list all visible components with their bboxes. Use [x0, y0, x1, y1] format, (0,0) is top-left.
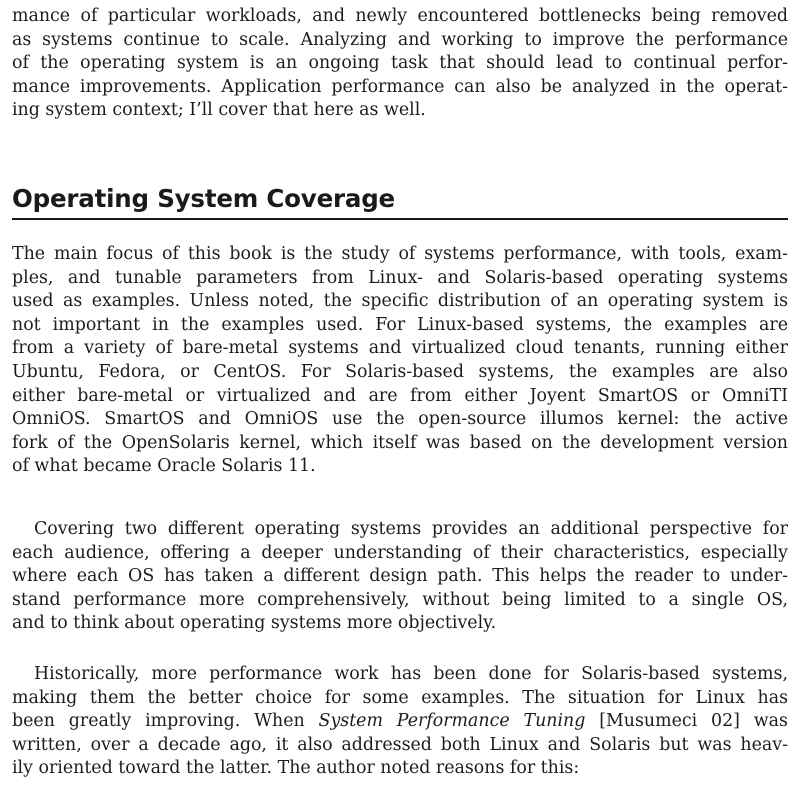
- text-line: The main focus of this book is the study of systems performance, with tools, exam-: [12, 244, 788, 264]
- text-line: either bare-metal or virtualized and are from either Joyent SmartOS or OmniTI: [12, 385, 788, 406]
- text-line: from a variety of bare-metal systems and virtualized cloud tenants, running either: [12, 338, 788, 359]
- text-line: Historically, more performance work has been done for Solaris-based systems,: [34, 664, 788, 684]
- text-fragment: [Musumeci 02] was: [585, 711, 788, 732]
- text-line: Ubuntu, Fedora, or CentOS. For Solaris-based systems, the examples are also: [12, 361, 788, 382]
- text-line: of what became Oracle Solaris 11.: [12, 456, 316, 477]
- text-line: fork of the OpenSolaris kernel, which itself was based on the development version: [12, 432, 788, 453]
- text-line: not important in the examples used. For Linux-based systems, the examples are: [12, 314, 788, 335]
- text-line: of the operating system is an ongoing task that should lead to continual perfor-: [12, 53, 788, 74]
- intro-paragraph: [12, 5, 788, 123]
- text-line: making them the better choice for some examples. The situation for Linux has: [12, 687, 788, 708]
- text-line: [12, 710, 788, 734]
- paragraph-history: [12, 663, 788, 781]
- text-line: ing system context; I’ll cover that here as well.: [12, 100, 426, 121]
- text-line: stand performance more comprehensively, without being limited to a single OS,: [12, 589, 788, 610]
- paragraph-os-coverage: [12, 243, 788, 479]
- text-line: mance of particular workloads, and newly encountered bottlenecks being removed: [12, 6, 788, 26]
- text-line: and to think about operating systems more objectively.: [12, 613, 497, 634]
- paragraph-two-os: [12, 518, 788, 636]
- text-line: written, over a decade ago, it also addressed both Linux and Solaris but was heav-: [12, 734, 788, 755]
- text-line: ples, and tunable parameters from Linux- and Solaris-based operating systems: [12, 267, 788, 288]
- text-line: mance improvements. Application performance can also be analyzed in the operat-: [12, 76, 788, 97]
- text-line: where each OS has taken a different design path. This helps the reader to under-: [12, 566, 788, 587]
- section-heading: Operating System Coverage: [12, 184, 395, 213]
- text-line: OmniOS. SmartOS and OmniOS use the open-source illumos kernel: the active: [12, 409, 788, 430]
- heading-underline: [12, 218, 788, 220]
- text-line: ily oriented toward the latter. The author noted reasons for this:: [12, 758, 580, 779]
- text-line: each audience, offering a deeper understanding of their characteristics, especially: [12, 542, 788, 563]
- text-fragment: been greatly improving. When: [12, 711, 319, 732]
- text-line: Covering two different operating systems provides an additional perspective for: [34, 519, 788, 539]
- text-line: as systems continue to scale. Analyzing and working to improve the performance: [12, 29, 788, 50]
- text-line: used as examples. Unless noted, the specific distribution of an operating system is: [12, 291, 788, 312]
- book-title: System Performance Tuning: [318, 711, 586, 732]
- book-page: [12, 0, 788, 800]
